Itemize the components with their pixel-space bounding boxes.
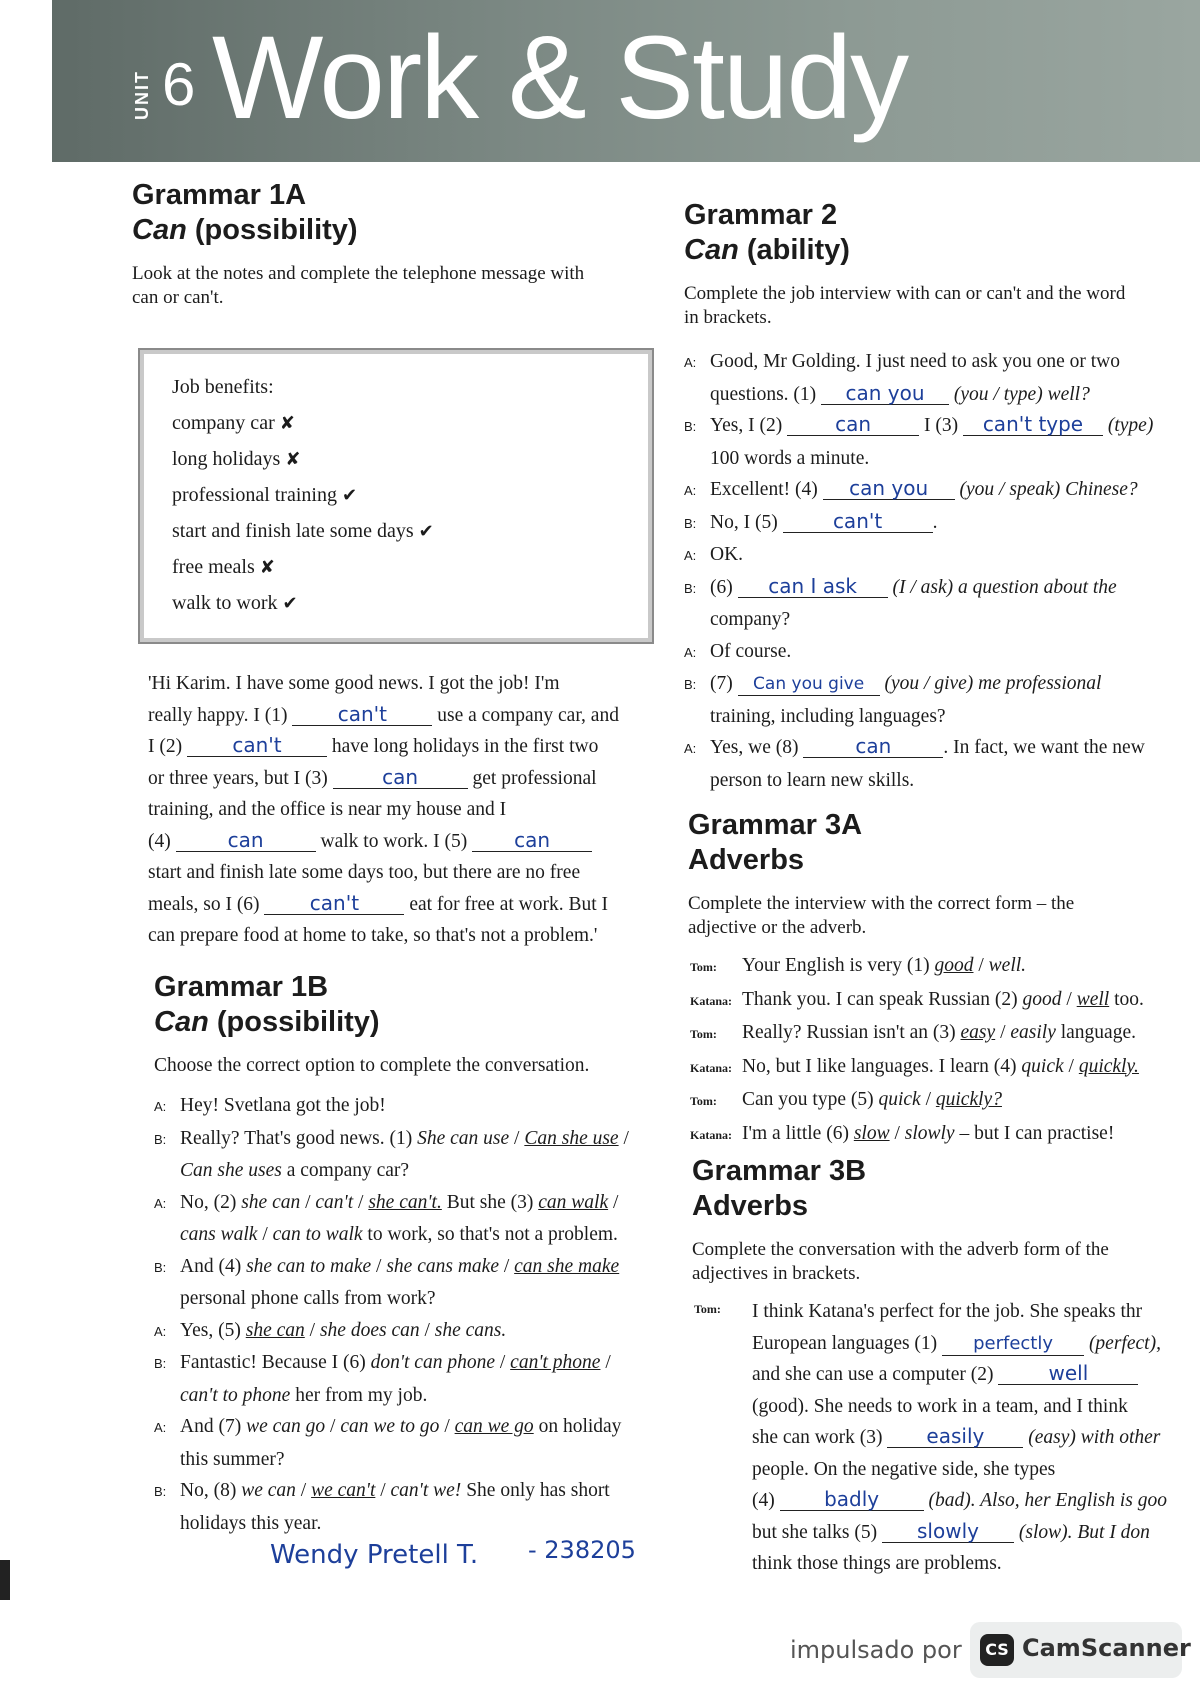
grammar-3a-section — [688, 808, 1200, 940]
handwritten-signature-name: Wendy Pretell T. — [270, 1540, 479, 1570]
speaker-label: A: — [154, 1195, 167, 1211]
message-text: have long holidays in the first two — [331, 736, 599, 757]
note-item — [172, 516, 434, 548]
option[interactable]: she cans. — [434, 1319, 507, 1341]
section-instruction: Choose the correct option to complete the conversation. — [154, 1055, 590, 1076]
line-text: person to learn new skills. — [710, 769, 915, 791]
line-text: (easy) with other — [1028, 1427, 1161, 1448]
option-selected[interactable]: can walk — [538, 1191, 609, 1213]
line-text: personal phone calls from work? — [180, 1288, 436, 1309]
line-text: and she can use a computer (2) — [752, 1364, 994, 1385]
option-selected[interactable]: quickly? — [935, 1089, 1002, 1110]
answer-field-2[interactable]: can — [787, 413, 919, 436]
line-text: (you / speak) Chinese? — [959, 479, 1138, 500]
message-text: really happy. I (1) — [148, 704, 288, 726]
section-instruction: adjectives in brackets. — [692, 1263, 861, 1284]
option-selected[interactable]: can we go — [454, 1416, 534, 1437]
option[interactable]: she does can — [319, 1319, 420, 1341]
option[interactable]: she can to make — [246, 1255, 372, 1277]
message-text: get professional — [472, 767, 597, 789]
option-selected[interactable]: Can she use — [524, 1127, 619, 1149]
line-text: (I / ask) a question about the — [892, 576, 1117, 598]
message-text: eat for free at work. But I — [409, 893, 609, 915]
option[interactable]: good — [1022, 988, 1062, 1010]
section-subtitle: (possibility) — [186, 214, 358, 246]
line-text: language. — [1060, 1022, 1136, 1043]
option[interactable]: she can — [241, 1191, 301, 1213]
line-text: Thank you. I can speak Russian (2) — [742, 988, 1018, 1010]
answer-field-5[interactable]: can't — [783, 510, 933, 533]
line-text: but she talks (5) — [752, 1521, 878, 1543]
option-selected[interactable]: can she make — [514, 1255, 620, 1277]
section-instruction: Complete the job interview with can or can't and the word — [684, 283, 1126, 304]
option-selected[interactable]: easy — [960, 1022, 996, 1043]
speaker-label: A: — [154, 1323, 167, 1339]
option[interactable]: we can go — [246, 1416, 326, 1437]
option-selected[interactable]: slow — [853, 1122, 890, 1144]
line-text: – but I can practise! — [959, 1122, 1115, 1144]
line-text: Really? Russian isn't an (3) — [742, 1022, 956, 1043]
grammar-1b-section — [154, 970, 674, 1078]
section-subtitle: Adverbs — [688, 844, 805, 876]
option[interactable]: don't can phone — [370, 1352, 495, 1373]
section-instruction: adjective or the adverb. — [688, 917, 867, 938]
option[interactable]: slowly — [904, 1122, 955, 1144]
speaker-label: B: — [154, 1484, 167, 1499]
note-item — [172, 444, 300, 476]
notes-title: Job benefits: — [172, 376, 274, 398]
check-mark-icon: ✔ — [341, 485, 358, 506]
speaker-label: A: — [684, 355, 697, 370]
answer-field-8[interactable]: can — [803, 735, 943, 758]
line-text: to work, so that's not a problem. — [367, 1224, 618, 1245]
line-text: Fantastic! Because I (6) — [180, 1352, 366, 1373]
speaker-label: B: — [684, 677, 697, 692]
answer-field-5[interactable]: slowly — [882, 1520, 1014, 1543]
option-selected[interactable]: good — [934, 955, 974, 976]
option[interactable]: can we to go — [340, 1416, 440, 1437]
section-subtitle-can: Can — [684, 234, 739, 266]
line-text: . In fact, we want the new — [943, 737, 1145, 758]
line-text: her from my job. — [295, 1384, 428, 1406]
speaker-label: A: — [684, 644, 697, 660]
option[interactable]: well. — [988, 955, 1027, 976]
line-text: Yes, we (8) — [710, 737, 799, 758]
note-text: professional training — [172, 484, 337, 506]
line-text: And (4) — [180, 1255, 242, 1277]
answer-field-3[interactable]: can — [333, 766, 468, 789]
line-text: Really? That's good news. (1) — [180, 1127, 413, 1149]
section-instruction: in brackets. — [684, 307, 772, 328]
message-text: I (2) — [148, 736, 183, 757]
answer-field-1[interactable]: perfectly — [942, 1333, 1084, 1356]
section-instruction: Look at the notes and complete the telephone message with can or can't. — [132, 263, 585, 308]
section-subtitle-can: Can — [132, 214, 187, 246]
message-line: start and finish late some days too, but there are no free — [148, 862, 581, 883]
option-selected[interactable]: she can — [245, 1319, 305, 1341]
answer-field-2[interactable]: well — [998, 1362, 1138, 1385]
answer-field-2[interactable]: can't — [187, 734, 327, 757]
line-text: (bad). Also, her English is goo — [928, 1490, 1168, 1511]
line-text: think those things are problems. — [752, 1553, 1002, 1574]
section-subtitle-can: Can — [154, 1006, 209, 1038]
handwritten-signature-code: - 238205 — [528, 1536, 636, 1564]
section-instruction: Complete the conversation with the adverb form of the — [692, 1239, 1109, 1260]
line-text: No, (2) — [180, 1191, 237, 1213]
section-subtitle: Adverbs — [692, 1190, 809, 1222]
option[interactable]: quick — [1021, 1055, 1064, 1077]
line-text: I'm a little (6) — [742, 1122, 849, 1144]
option-selected[interactable]: we can't — [311, 1480, 376, 1501]
line-text: people. On the negative side, she types — [752, 1458, 1056, 1480]
line-text: (slow). But I don — [1018, 1521, 1150, 1543]
cross-mark-icon: ✘ — [259, 557, 275, 578]
cross-mark-icon: ✘ — [285, 449, 301, 470]
line-text: on holiday — [538, 1416, 622, 1437]
camscanner-brand: CamScanner — [1022, 1634, 1191, 1662]
line-text: (type) — [1107, 415, 1154, 436]
line-text: Of course. — [710, 640, 792, 662]
option[interactable]: quick — [878, 1089, 921, 1110]
check-mark-icon: ✔ — [282, 593, 298, 614]
speaker-label: Tom: — [694, 1302, 721, 1316]
answer-field-6[interactable]: can't — [264, 892, 404, 915]
speaker-label: B: — [684, 580, 697, 596]
speaker-label: B: — [154, 1131, 167, 1147]
line-text: European languages (1) — [752, 1332, 938, 1354]
answer-field-5[interactable]: can — [472, 829, 592, 852]
line-text: (good). She needs to work in a team, and I think — [752, 1395, 1128, 1417]
camscanner-logo-icon: CS — [980, 1634, 1014, 1666]
speaker-label: A: — [154, 1099, 167, 1114]
line-text: training, including languages? — [710, 705, 946, 727]
note-item — [172, 588, 298, 620]
line-text: company? — [710, 609, 791, 630]
answer-field-7[interactable]: Can you give — [738, 673, 880, 696]
note-text: walk to work — [172, 592, 278, 614]
section-title: Grammar 3A — [688, 809, 863, 841]
telephone-message — [148, 668, 668, 952]
line-text: Excellent! (4) — [710, 479, 818, 500]
interview-3a: Tom: Your English is very (1) good / well. Katana: Thank you. I can speak Russian (2) good / well too. Tom: Really? Russian isn't an (3) easy / easily language. Katana: No, but I like languages. I learn (4) quick / quickly. Tom: Can you type (5) quick / quickly? Katana: I'm a little (6) slow / slowly – but I can practise! — [690, 950, 1200, 1151]
option[interactable]: can't to phone — [180, 1384, 291, 1406]
option[interactable]: she cans make — [386, 1255, 499, 1277]
note-text: company car — [172, 412, 275, 434]
line-text: Good, Mr Golding. I just need to ask you one or two — [710, 351, 1120, 372]
line-text: 100 words a minute. — [710, 447, 870, 469]
line-text: She only has short — [466, 1480, 610, 1501]
speaker-label: Tom: — [690, 1027, 717, 1041]
section-subtitle: (possibility) — [208, 1006, 380, 1038]
grammar-3b-section — [692, 1154, 1200, 1286]
unit-label: UNIT — [132, 70, 152, 120]
job-benefits-notes — [140, 350, 652, 642]
line-text: Your English is very (1) — [742, 955, 930, 976]
line-text: No, I (5) — [710, 511, 778, 533]
option-selected[interactable]: well — [1076, 988, 1110, 1010]
answer-field-3[interactable]: easily — [887, 1425, 1023, 1448]
speaker-label: B: — [684, 419, 697, 434]
line-text: And (7) — [180, 1416, 242, 1437]
line-text: holidays this year. — [180, 1512, 322, 1534]
conversation-1b: A: Hey! Svetlana got the job! B: Really? That's good news. (1) She can use / Can she use / Can she uses a company car? A: No, (2) she can / can't / she can't. But she (3) can walk / cans walk / can to walk to work, so that's not a problem. B: And (4) she can to make / she cans make / can she make personal phone calls from work? A: Yes, (5) she can / she does can / she cans. B: Fantastic! Because I (6) don't can phone / can't phone / can't to phone her from my job. A: And (7) we can go / can we to go / can we go on holiday this summer? B: No, (8) we can / we can't / can't we! She only has short holidays this year. — [154, 1090, 674, 1539]
option[interactable]: can't — [315, 1191, 354, 1213]
unit-title: Work & Study — [212, 12, 908, 144]
speaker-label: Katana: — [690, 1127, 732, 1142]
section-title: Grammar 1A — [132, 179, 307, 211]
line-text: (you / give) me professional — [884, 673, 1102, 694]
section-title: Grammar 2 — [684, 199, 838, 231]
note-text: start and finish late some days — [172, 520, 414, 542]
powered-by-text: impulsado por — [790, 1636, 962, 1664]
option[interactable]: can to walk — [272, 1224, 363, 1245]
message-text: or three years, but I (3) — [148, 767, 328, 789]
line-text: Hey! Svetlana got the job! — [180, 1095, 386, 1116]
line-text: too. — [1114, 988, 1144, 1010]
message-text: use a company car, and — [437, 704, 619, 726]
note-text: long holidays — [172, 448, 281, 470]
line-text: (4) — [752, 1490, 775, 1511]
section-title: Grammar 3B — [692, 1155, 867, 1187]
note-text: free meals — [172, 556, 255, 578]
line-text: a company car? — [286, 1160, 410, 1181]
answer-field-6[interactable]: can I ask — [738, 575, 888, 598]
speaker-label: B: — [154, 1356, 167, 1371]
camscanner-badge — [970, 1622, 1191, 1678]
speaker-label: A: — [154, 1420, 167, 1435]
speaker-label: A: — [684, 741, 697, 756]
line-text: I (3) — [923, 415, 959, 436]
line-text: I think Katana's perfect for the job. She speaks thr — [752, 1301, 1143, 1322]
interview-2: A: Good, Mr Golding. I just need to ask you one or two questions. (1) can you (you / type) well? B: Yes, I (2) can I (3) can't type (type) 100 words a minute. A: Excellent! (4) can you (you / speak) Chinese? B: No, I (5) can't . A: OK. B: (6) can I ask (I / ask) a question about the company? A: Of course. B: (7) Can you give (you / give) me professional training, including languages? A: Yes, we (8) can . In fact, we want the new person to learn new skills. — [684, 346, 1200, 796]
line-text: (6) — [710, 576, 733, 598]
note-item — [172, 552, 275, 584]
speaker-label: A: — [684, 483, 697, 498]
unit-number: 6 — [162, 51, 196, 118]
speaker-label: Katana: — [690, 993, 732, 1008]
message-line: can prepare food at home to take, so that's not a problem.' — [148, 925, 598, 946]
speaker-label: Tom: — [690, 960, 717, 974]
cross-mark-icon: ✘ — [279, 413, 295, 434]
option[interactable]: Can she uses — [180, 1160, 282, 1181]
line-text: No, (8) — [180, 1480, 237, 1501]
grammar-1a-section — [132, 178, 652, 310]
speaker-label: B: — [684, 515, 697, 531]
note-item — [172, 408, 295, 440]
line-text: OK. — [710, 544, 744, 565]
answer-field-3[interactable]: can't type — [963, 413, 1103, 436]
section-subtitle: (ability) — [738, 234, 850, 266]
line-text: No, but I like languages. I learn (4) — [742, 1055, 1017, 1077]
option-selected[interactable]: she can't. — [368, 1191, 442, 1213]
note-item — [172, 480, 357, 512]
line-text: Can you type (5) — [742, 1089, 874, 1110]
scan-edge-mark — [0, 1560, 10, 1600]
option-selected[interactable]: can't phone — [510, 1352, 601, 1373]
option[interactable]: She can use — [417, 1127, 510, 1149]
line-text: she can work (3) — [752, 1427, 883, 1448]
option[interactable]: can't we! — [390, 1480, 462, 1501]
message-text: walk to work. I (5) — [320, 830, 468, 852]
grammar-2-section — [684, 198, 1200, 330]
message-text: (4) — [148, 830, 171, 852]
option[interactable]: easily — [1010, 1022, 1056, 1043]
line-text: Yes, I (2) — [710, 415, 783, 436]
check-mark-icon: ✔ — [418, 521, 434, 542]
line-text: (7) — [710, 673, 733, 694]
message-line: 'Hi Karim. I have some good news. I got the job! I'm — [148, 673, 560, 694]
line-text: questions. (1) — [710, 383, 817, 405]
line-text: (perfect), — [1088, 1332, 1161, 1354]
line-text: But she (3) — [446, 1191, 534, 1213]
answer-field-1[interactable]: can you — [821, 382, 949, 405]
speaker-label: A: — [684, 548, 697, 563]
message-line: training, and the office is near my house and I — [148, 799, 507, 820]
speaker-label: B: — [154, 1259, 167, 1275]
message-text: meals, so I (6) — [148, 893, 260, 915]
option[interactable]: cans walk — [180, 1224, 258, 1245]
line-text: (you / type) well? — [953, 383, 1090, 405]
option-selected[interactable]: quickly. — [1078, 1055, 1139, 1077]
conversation-3b — [694, 1296, 1200, 1580]
speaker-label: Katana: — [690, 1060, 732, 1075]
section-title: Grammar 1B — [154, 971, 329, 1003]
line-text: this summer? — [180, 1448, 285, 1470]
answer-field-4[interactable]: can — [176, 829, 316, 852]
section-instruction: Complete the interview with the correct form – the — [688, 893, 1075, 914]
answer-field-4[interactable]: can you — [823, 477, 955, 500]
answer-field-1[interactable]: can't — [292, 703, 432, 726]
line-text: Yes, (5) — [180, 1319, 241, 1341]
answer-field-4[interactable]: badly — [780, 1488, 924, 1511]
speaker-label: Tom: — [690, 1094, 717, 1108]
option[interactable]: we can — [241, 1480, 296, 1501]
